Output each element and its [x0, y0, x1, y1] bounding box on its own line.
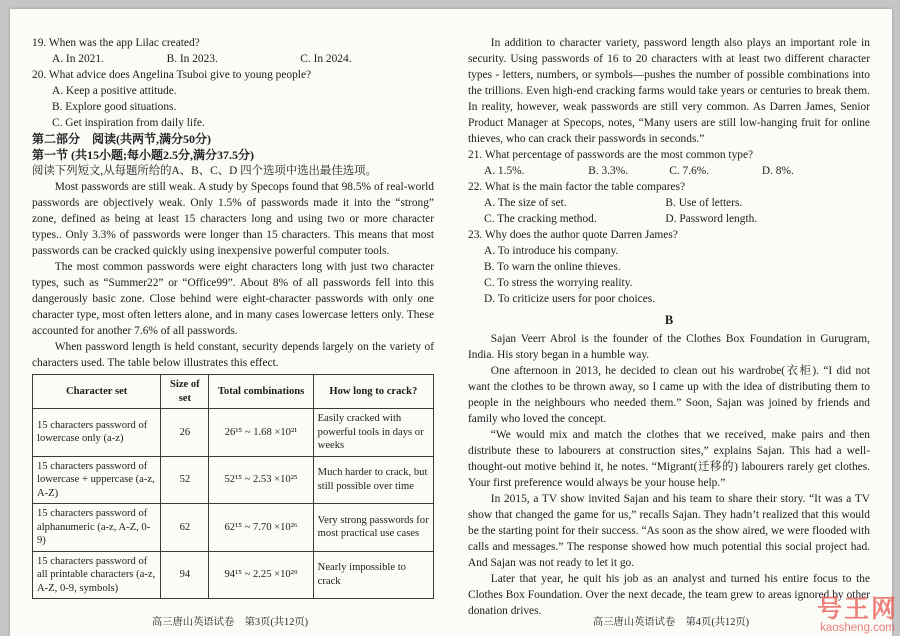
password-strength-table [32, 374, 434, 599]
exam-page-4 [450, 9, 892, 636]
question-22-option-d: D. Password length. [665, 213, 758, 225]
question-20-option-b: B. Explore good situations. [52, 101, 177, 113]
question-22-option-b: B. Use of letters. [665, 197, 743, 209]
question-21-option-a: A. 1.5%. [484, 165, 525, 177]
cell-crack-time: Very strong passwords for most practical use cases [313, 504, 433, 552]
cell-character-set: 15 characters password of all printable characters (a-z, A-Z, 0-9, symbols) [33, 551, 161, 599]
header-size-of-set: Size of set [161, 375, 209, 409]
question-20-option-a: A. Keep a positive attitude. [52, 85, 177, 97]
cell-size: 26 [161, 409, 209, 457]
cell-combinations: 26¹⁵ ~ 1.68 ×10²¹ [209, 409, 313, 457]
question-19-option-b: B. In 2023. [166, 53, 218, 65]
question-19-stem: 19. When was the app Lilac created? [32, 37, 200, 49]
question-22-option-a: A. The size of set. [484, 197, 567, 209]
question-23 [468, 227, 870, 307]
question-23-option-a: A. To introduce his company. [484, 245, 619, 257]
cell-crack-time: Nearly impossible to crack [313, 551, 433, 599]
question-23-option-c: C. To stress the worrying reality. [484, 277, 633, 289]
exam-page-3 [10, 9, 450, 636]
question-20-stem: 20. What advice does Angelina Tsuboi give to young people? [32, 69, 312, 81]
question-19 [32, 35, 434, 67]
passage-a-paragraph-2: The most common passwords were eight characters long with just two character types, such as “Summer22” or “Office99”. About 8% of all passwords fell into this dangerously basic zone. Close behind were eight-character passwords with only one character type, most often letters alone, and in many cases lowercase letters only. These accounted for another 7.6% of all passwords. [32, 261, 434, 337]
passage-b-label: B [664, 313, 674, 327]
section-one-header: 第一节 (共15小题;每小题2.5分,满分37.5分) [32, 148, 254, 162]
question-22 [468, 179, 870, 227]
page-3-footer: 高三唐山英语试卷 第3页(共12页) [151, 617, 309, 628]
question-21-option-d: D. 8%. [761, 165, 794, 177]
question-21-option-c: C. 7.6%. [669, 165, 710, 177]
part-two-header: 第二部分 阅读(共两节,满分50分) [32, 132, 211, 146]
question-19-option-a: A. In 2021. [52, 53, 104, 65]
cell-character-set: 15 characters password of lowercase + uppercase (a-z, A-Z) [33, 456, 161, 504]
cell-crack-time: Easily cracked with powerful tools in days or weeks [313, 409, 433, 457]
table-row [33, 456, 434, 504]
exam-scan-sheet [10, 9, 892, 636]
cell-combinations: 52¹⁵ ~ 2.53 ×10²⁵ [209, 456, 313, 504]
question-23-stem: 23. Why does the author quote Darren James? [468, 229, 678, 241]
watermark-site-url: kaosheng.com [820, 622, 895, 634]
cell-character-set: 15 characters password of lowercase only (a-z) [33, 409, 161, 457]
question-20-option-c: C. Get inspiration from daily life. [52, 117, 205, 129]
question-19-options [32, 51, 434, 67]
table-header-row [33, 375, 434, 409]
header-character-set: Character set [33, 375, 161, 409]
passage-b-paragraph-4: In 2015, a TV show invited Sajan and his team to share their story. “It was a TV show that changed the game for us,” recalls Sajan. They hadn’t realized that this would be the starting point for their success. “As soon as the show aired, we were flooded with calls and messages.” The response showed how much potential this social project had. And Sajan was not ready to let it go. [468, 493, 870, 569]
cell-combinations: 62¹⁵ ~ 7.70 ×10²⁶ [209, 504, 313, 552]
cell-crack-time: Much harder to crack, but still possible over time [313, 456, 433, 504]
passage-a-paragraph-3: When password length is held constant, security depends largely on the variety of characters used. The table below illustrates this effect. [32, 341, 434, 369]
header-how-long-to-crack: How long to crack? [313, 375, 433, 409]
question-21-stem: 21. What percentage of passwords are the most common type? [468, 149, 754, 161]
cell-combinations: 94¹⁵ ~ 2.25 ×10²⁹ [209, 551, 313, 599]
header-total-combinations: Total combinations [209, 375, 313, 409]
question-21-options [468, 163, 870, 179]
passage-b-paragraph-2: One afternoon in 2013, he decided to clean out his wardrobe(衣柜). “I did not want the clothes to be thrown away, so I came up with the idea of distributing them to people in the neighbours who needed them.” Soon, Sajan was joined by friends and family who loved the concept. [468, 365, 870, 425]
reading-directions: 阅读下列短文,从每题所给的A、B、C、D 四个选项中选出最佳选项。 [32, 165, 377, 177]
passage-b-paragraph-1: Sajan Veerr Abrol is the founder of the Clothes Box Foundation in Gurugram, India. His story began in a humble way. [468, 333, 870, 361]
question-20 [32, 67, 434, 131]
question-23-option-b: B. To warn the online thieves. [484, 261, 621, 273]
passage-b-paragraph-3: “We would mix and match the clothes that we received, make pairs and then distribute these to labourers at construction sites,” explains Sajan. This had a well-thought-out motive behind it, he notes. “Migrant(迁移的) labourers rarely get clothes. Your first preference would always be your house help.” [468, 429, 870, 489]
table-row [33, 551, 434, 599]
question-22-option-c: C. The cracking method. [484, 213, 597, 225]
table-row [33, 409, 434, 457]
question-21 [468, 147, 870, 179]
question-22-options [468, 195, 870, 227]
watermark-logo-text: 号王网 [816, 595, 898, 623]
passage-b-paragraph-5: Later that year, he quit his job as an analyst and turned his entire focus to the Clothes Box Foundation. Over the next decade, the team grew to areas ignored by other donation drives. [468, 573, 870, 617]
question-23-option-d: D. To criticize users for poor choices. [484, 293, 656, 305]
kaosheng-watermark [817, 596, 900, 634]
page-4-footer: 高三唐山英语试卷 第4页(共12页) [592, 617, 750, 628]
question-19-option-c: C. In 2024. [300, 53, 352, 65]
cell-size: 62 [161, 504, 209, 552]
question-21-option-b: B. 3.3%. [588, 165, 629, 177]
passage-a-paragraph-1: Most passwords are still weak. A study by Specops found that 98.5% of real-world passwords are objectively weak. Only 1.5% of passwords made it into the “strong” zone, defined as being at least 15 characters long and using two or more character types.. Only 3.3% of passwords were longer than 15 characters. This means that most passwords can be cracked quickly using inexpensive powerful computer tools. [32, 181, 434, 257]
question-22-stem: 22. What is the main factor the table compares? [468, 181, 686, 193]
cell-size: 52 [161, 456, 209, 504]
table-row [33, 504, 434, 552]
cell-size: 94 [161, 551, 209, 599]
cell-character-set: 15 characters password of alphanumeric (a-z, A-Z, 0-9) [33, 504, 161, 552]
passage-a-paragraph-4: In addition to character variety, password length also plays an important role in security. Using passwords of 16 to 20 characters with at least two different character types - letters, numbers, or symbols—pushes the number of possible combinations into the trillions. Even high-end cracking farms would take years or centuries to break them. In reality, however, weak passwords are still very common. As Darren James, Senior Product Manager at Specops, notes, “Many users are still low-hanging fruit for online thieves, who can crack their passwords in seconds.” [468, 37, 870, 145]
